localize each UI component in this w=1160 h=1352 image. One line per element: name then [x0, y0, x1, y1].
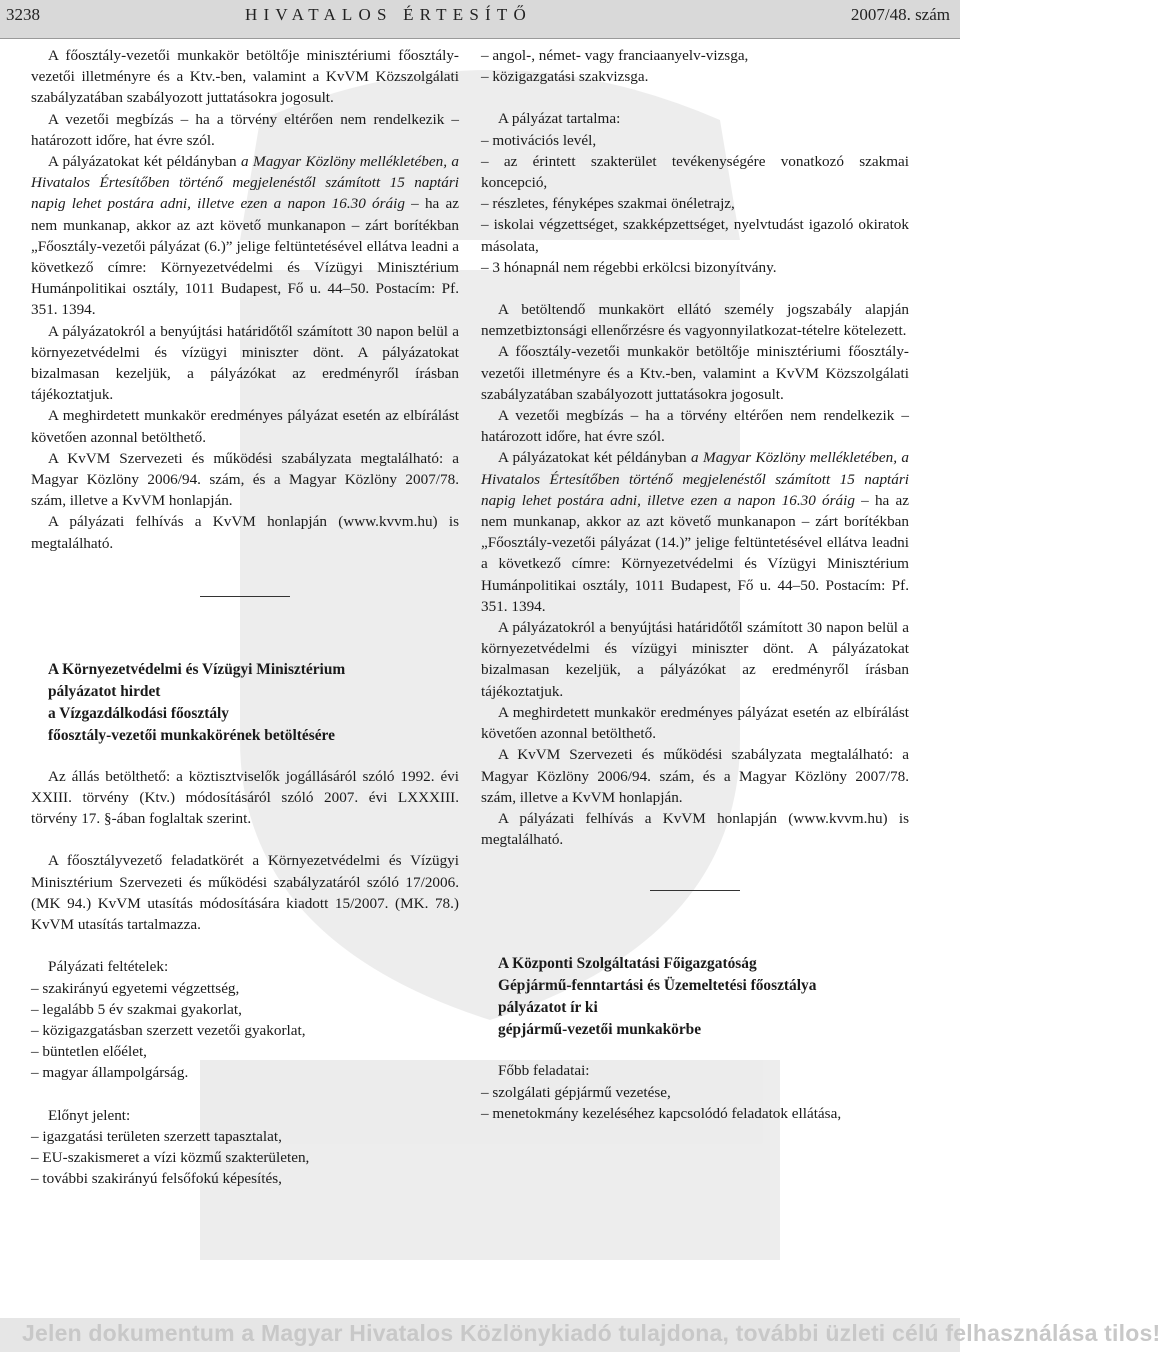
- paragraph: A vezetői megbízás – ha a törvény eltérően nem rendelkezik – határozott időre, hat évre szól.: [481, 407, 909, 446]
- advantages-title: Előnyt jelent:: [48, 1106, 131, 1124]
- paragraph: A főosztályvezető feladatkörét a Környezetvédelmi és Vízügyi Minisztérium Szervezeti és működési szabályzatáról szóló 17/2006. (MK 94.) KvVM utasítás módosítására kiadott 15/2007. (MK. 78.) KvVM utasítás tartalmazza.: [31, 852, 459, 934]
- list-item: – közigazgatásban szerzett vezetői gyakorlat,: [31, 1021, 306, 1039]
- section-heading-line: A Környezetvédelmi és Vízügyi Minisztérium: [48, 660, 346, 678]
- paragraph: A főosztály-vezetői munkakör betöltője minisztériumi főosztály-vezetői illetményre és a Ktv.-ben, valamint a KvVM Közszolgálati szabályzatában szabályozott juttatásokra jogosult.: [481, 343, 909, 403]
- paragraph: A betöltendő munkakört ellátó személy jogszabály alapján nemzetbiztonsági ellenőrzésre és vagyonnyilatkozat-tételre kötelezett.: [481, 301, 909, 340]
- list-item: – legalább 5 év szakmai gyakorlat,: [31, 1000, 242, 1018]
- list-item: – szolgálati gépjármű vezetése,: [481, 1083, 671, 1101]
- paragraph: A pályázatokról a benyújtási határidőtől számított 30 napon belül a környezetvédelmi és vízügyi miniszter dönt. A pályázatokat bizalmasan kezeljük, a pályázókat az eredményről írásban tájékoztatjuk.: [481, 619, 909, 700]
- paragraph: A pályázatokról a benyújtási határidőtől számított 30 napon belül a környezetvédelmi és vízügyi miniszter dönt. A pályázatokat bizalmasan kezeljük, a pályázókat az eredményről írásban tájékoztatjuk.: [31, 322, 459, 404]
- right-column: [481, 45, 909, 1124]
- paragraph: A pályázatokat két példányban a Magyar Közlöny mellékletében, a Hivatalos Értesítőben történő megjelenéstől számított 15 naptári napig lehet postára adni, illetve ezen a napon 16.30 óráig – ha az nem munkanap, akkor az azt követő munkanapon – zárt borítékban „Főosztály-vezetői pályázat (14.)” jelige feltüntetésével ellátva leadni a következő címre: Környezetvédelmi és Vízügyi Minisztérium Humánpolitikai osztály, 1011 Budapest, Fő u. 44–50. Postacím: Pf. 351. 1394.: [481, 449, 909, 615]
- list-item: – angol-, német- vagy franciaanyelv-vizsga,: [481, 47, 749, 64]
- footer-watermark-bar: [0, 1318, 1160, 1352]
- list-item: – iskolai végzettséget, szakképzettséget, nyelvtudást igazoló okiratok másolata,: [481, 216, 909, 255]
- journal-title: HIVATALOS ÉRTESÍTŐ: [245, 5, 532, 24]
- paragraph: A KvVM Szervezeti és működési szabályzata megtalálható: a Magyar Közlöny 2006/94. szám, és a Magyar Közlöny 2007/78. szám, illetve a KvVM honlapján.: [31, 449, 459, 510]
- conditions-title: Pályázati feltételek:: [48, 958, 169, 976]
- footer-watermark-text: Jelen dokumentum a Magyar Hivatalos Közlönykiadó tulajdona, további üzleti célú felhasználása tilos!: [22, 1320, 1160, 1346]
- list-item: – részletes, fényképes szakmai önéletrajz,: [481, 195, 735, 213]
- content-title: A pályázat tartalma:: [498, 110, 621, 128]
- paragraph: A főosztály-vezetői munkakör betöltője minisztériumi főosztály-vezetői illetményre és a Ktv.-ben, valamint a KvVM Közszolgálati szabályzatában szabályozott juttatásokra jogosult.: [31, 47, 459, 107]
- list-item: – közigazgatási szakvizsga.: [481, 68, 649, 86]
- list-item: – igazgatási területen szerzett tapasztalat,: [31, 1127, 282, 1145]
- section-heading-line: pályázatot hirdet: [48, 682, 161, 700]
- paragraph: A pályázatokat két példányban a Magyar Közlöny mellékletében, a Hivatalos Értesítőben történő megjelenéstől számított 15 naptári napig lehet postára adni, illetve ezen a napon 16.30 óráig – ha az nem munkanap, akkor az azt követő munkanapon – zárt borítékban „Főosztály-vezetői pályázat (6.)” jelige feltüntetésével ellátva leadni a következő címre: Környezetvédelmi és Vízügyi Minisztérium Humánpolitikai osztály, 1011 Budapest, Fő u. 44–50. Postacím: Pf. 351. 1394.: [31, 153, 459, 319]
- section-heading-line: a Vízgazdálkodási főosztály: [48, 704, 229, 722]
- list-item: – 3 hónapnál nem régebbi erkölcsi bizonyítvány.: [481, 258, 777, 276]
- issue-number: 2007/48. szám: [850, 5, 950, 24]
- list-item: – büntetlen előélet,: [31, 1043, 147, 1061]
- list-item: – további szakirányú felsőfokú képesítés,: [31, 1170, 282, 1188]
- page-header: [0, 0, 960, 39]
- list-item: – EU-szakismeret a vízi közmű szakterületen,: [31, 1148, 310, 1166]
- section-heading-line: főosztály-vezetői munkakörének betöltésére: [48, 726, 335, 744]
- section-heading-line: gépjármű-vezetői munkakörbe: [498, 1021, 702, 1039]
- paragraph: A meghirdetett munkakör eredményes pályázat esetén az elbírálást követően azonnal betölthető.: [31, 407, 459, 446]
- list-item: – menetokmány kezeléséhez kapcsolódó feladatok ellátása,: [481, 1104, 842, 1122]
- section-heading-line: A Központi Szolgáltatási Főigazgatóság: [498, 955, 757, 973]
- list-item: – az érintett szakterület tevékenységére vonatkozó szakmai koncepció,: [481, 152, 909, 192]
- page-number: 3238: [6, 5, 40, 24]
- tasks-title: Főbb feladatai:: [498, 1062, 590, 1080]
- list-item: – magyar állampolgárság.: [31, 1064, 189, 1082]
- paragraph: A pályázati felhívás a KvVM honlapján (www.kvvm.hu) is megtalálható.: [481, 809, 909, 849]
- paragraph: A pályázati felhívás a KvVM honlapján (www.kvvm.hu) is megtalálható.: [31, 513, 459, 552]
- list-item: – szakirányú egyetemi végzettség,: [31, 979, 240, 997]
- paragraph: Az állás betölthető: a köztisztviselők jogállásáról szóló 1992. évi XXIII. törvény (Ktv.) módosításáról szóló 2007. évi LXXXIII. törvény 17. §-ában foglaltak szerint.: [31, 767, 459, 828]
- paragraph: A KvVM Szervezeti és működési szabályzata megtalálható: a Magyar Közlöny 2006/94. szám, és a Magyar Közlöny 2007/78. szám, illetve a KvVM honlapján.: [481, 746, 909, 806]
- paragraph: A vezetői megbízás – ha a törvény eltérően nem rendelkezik – határozott időre, hat évre szól.: [31, 110, 459, 149]
- paragraph: A meghirdetett munkakör eredményes pályázat esetén az elbírálást követően azonnal betölthető.: [481, 703, 909, 743]
- section-heading-line: Gépjármű-fenntartási és Üzemeltetési főosztálya: [498, 977, 817, 995]
- left-column: [31, 45, 459, 1189]
- list-item: – motivációs levél,: [481, 131, 597, 149]
- section-heading-line: pályázatot ír ki: [498, 999, 598, 1017]
